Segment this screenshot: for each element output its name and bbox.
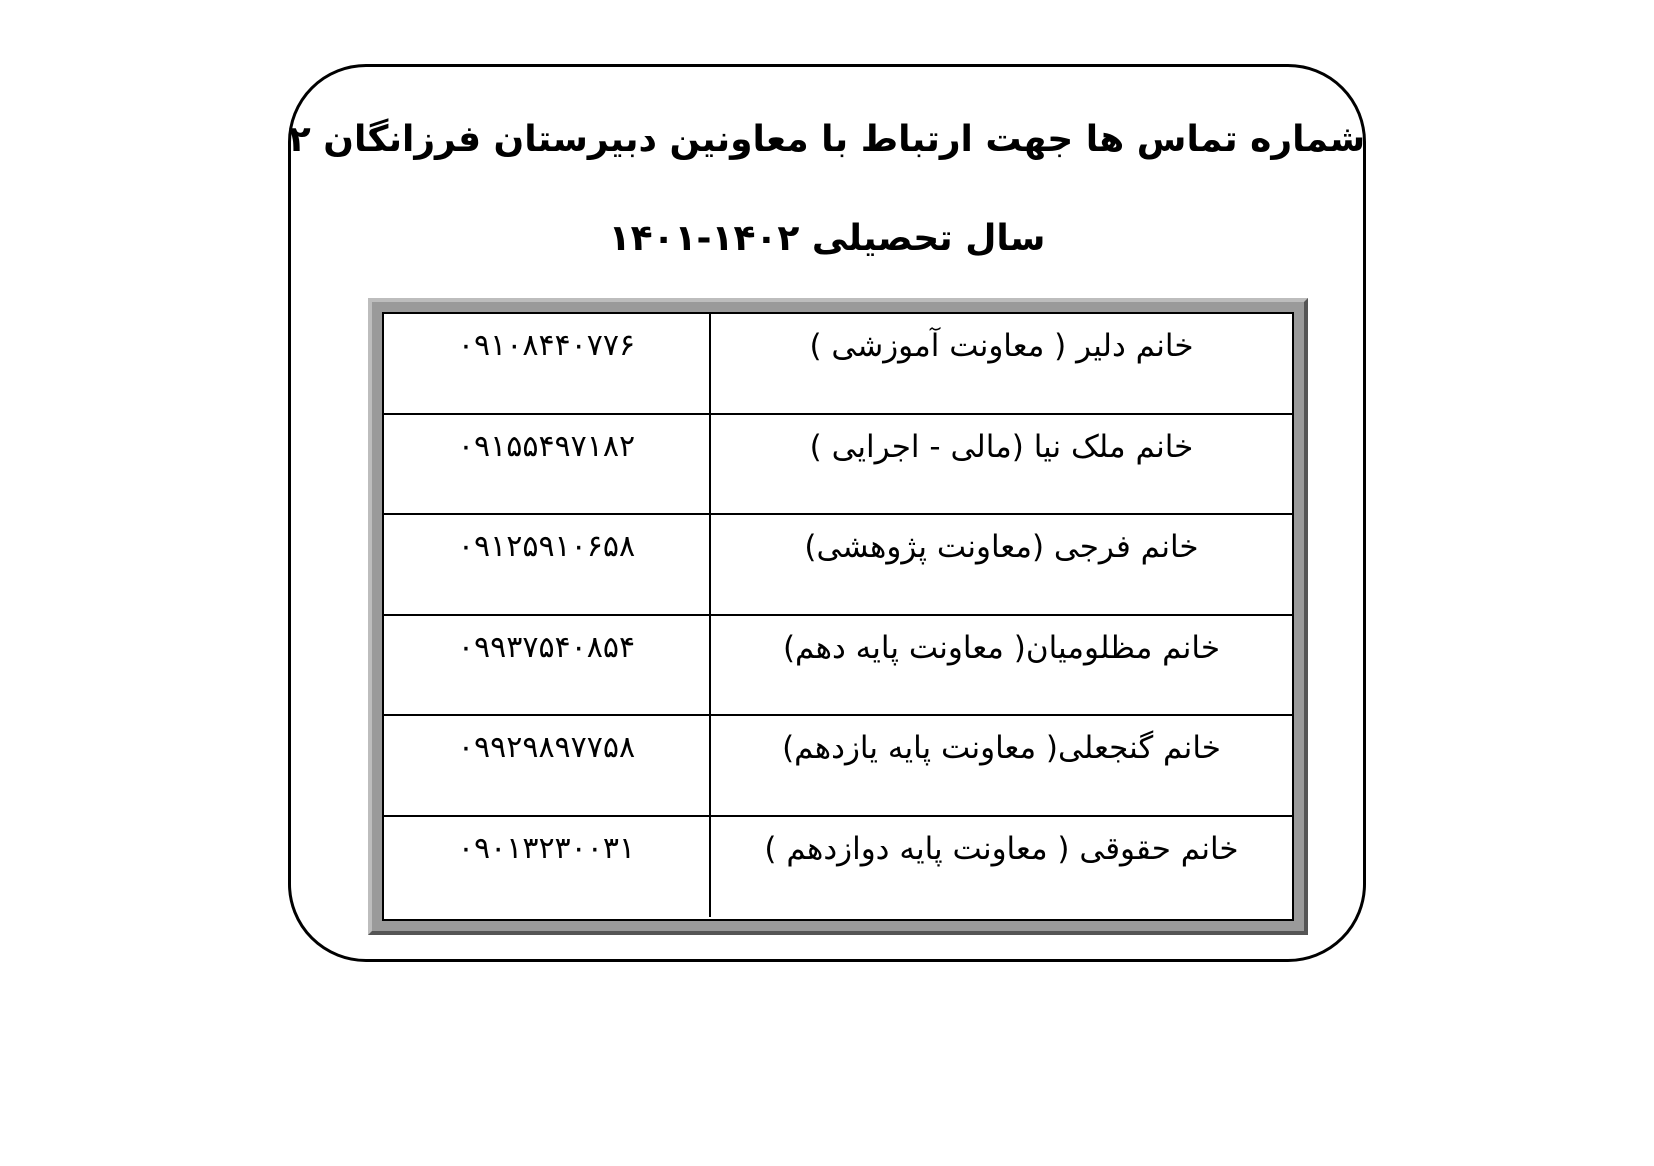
document-title: شماره تماس ها جهت ارتباط با معاونین دبیرستان فرزانگان ۲ xyxy=(288,119,1366,160)
phone-cell: ۰۹۹۲۹۸۹۷۷۵۸ xyxy=(384,716,711,815)
table-row xyxy=(384,314,1292,415)
name-cell: خانم حقوقی ( معاونت پایه دوازدهم ) xyxy=(764,830,1239,867)
document-subtitle: سال تحصیلی ۱۴۰۲-۱۴۰۱ xyxy=(608,218,1046,259)
phone-cell: ۰۹۱۲۵۹۱۰۶۵۸ xyxy=(384,515,711,614)
table-row xyxy=(384,817,1292,918)
table-row xyxy=(384,515,1292,616)
table-row xyxy=(384,415,1292,516)
table-row xyxy=(384,716,1292,817)
phone-cell: ۰۹۹۳۷۵۴۰۸۵۴ xyxy=(384,616,711,715)
phone-cell: ۰۹۱۵۵۴۹۷۱۸۲ xyxy=(384,415,711,514)
name-cell: خانم ملک نیا (مالی - اجرایی ) xyxy=(809,428,1194,465)
name-cell: خانم فرجی (معاونت پژوهشی) xyxy=(804,529,1199,565)
contacts-table xyxy=(368,298,1308,935)
name-cell: خانم مظلومیان( معاونت پایه دهم) xyxy=(782,629,1221,666)
phone-cell: ۰۹۱۰۸۴۴۰۷۷۶ xyxy=(384,314,711,413)
phone-cell: ۰۹۰۱۳۲۳۰۰۳۱ xyxy=(384,817,711,918)
name-cell: خانم گنجعلی( معاونت پایه یازدهم) xyxy=(782,730,1221,766)
table-row xyxy=(384,616,1292,717)
name-cell: خانم دلیر ( معاونت آموزشی ) xyxy=(809,328,1194,364)
contacts-table-body xyxy=(382,312,1294,921)
